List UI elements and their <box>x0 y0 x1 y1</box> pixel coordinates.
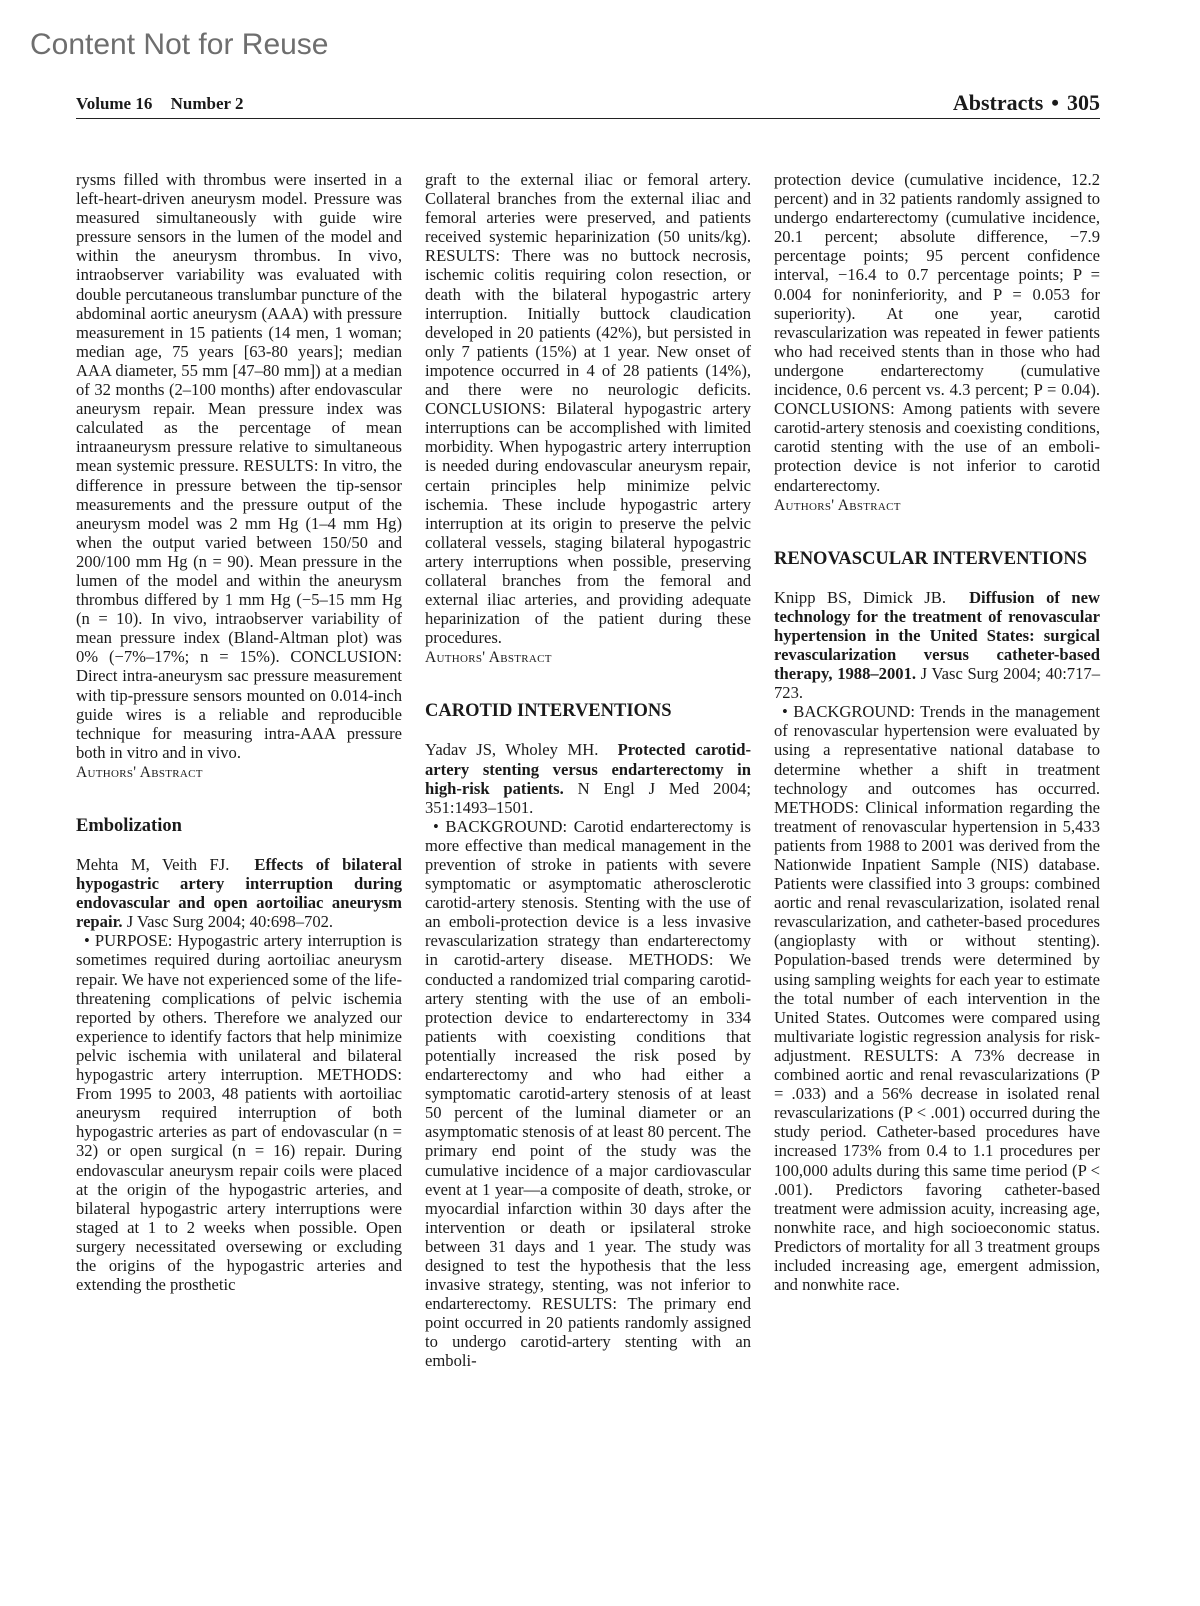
section-heading: CAROTID INTERVENTIONS <box>425 701 672 722</box>
column-2 <box>425 170 751 1371</box>
citation-source: J Vasc Surg 2004; 40:698–702. <box>126 912 334 932</box>
citation <box>774 588 1100 703</box>
citation-authors: Mehta M, Veith FJ. <box>76 855 230 874</box>
abstract-text: • BACKGROUND: Carotid endarterectomy is more effective than medical management in the prevention of stroke in patients with severe symptomatic or asymptomatic atherosclerotic carotid-artery stenosis. Stenting with the use of an emboli-protection device is a less invasive revascularization strategy than endarterectomy in carotid-artery disease. METHODS: We conducted a randomized trial comparing carotid-artery stenting with the use of an emboli-protection device to endarterectomy in 334 patients with coexisting conditions that potentially increased the risk posed by endarterectomy and who had either a symptomatic carotid-artery stenosis of at least 50 percent of the luminal diameter or an asymptomatic stenosis of at least 80 percent. The primary end point of the study was the cumulative incidence of a major cardiovascular event at 1 year—a composite of death, stroke, or myocardial infarction within 30 days after the intervention or death or ipsilateral stroke between 31 days and 1 year. The study was designed to test the hypothesis that the less invasive strategy, stenting, was not inferior to endarterectomy. RESULTS: The primary end point occurred in 20 patients randomly assigned to undergo carotid-artery stenting with an emboli- <box>425 816 751 1371</box>
watermark-text: Content Not for Reuse <box>30 28 329 61</box>
section-label: Abstracts <box>952 90 1044 115</box>
citation-source: N Engl J Med 2004; 351:1493–1501. <box>425 778 751 817</box>
citation-source: J Vasc Surg 2004; 40:717–723. <box>774 664 1100 703</box>
number-label: Number 2 <box>170 94 244 113</box>
citation-title: Diffusion of new technology for the treatment of renovascular hypertension in the United States: surgical revascularization versus catheter-based therapy, 1988–2001. <box>774 587 1100 684</box>
column-1 <box>76 170 402 1294</box>
running-header <box>76 90 1100 119</box>
section-heading: RENOVASCULAR INTERVENTIONS <box>774 548 1088 569</box>
page-number: 305 <box>1067 90 1100 115</box>
abstract-text: graft to the external iliac or femoral artery. Collateral branches from the external iliac and femoral arteries were preserved, and patients received systemic heparinization (50 units/kg). RESULTS: There was no buttock necrosis, ischemic colitis requiring colon resection, or death with the bilateral hypogastric artery interruption. Initially buttock claudication developed in 20 patients (42%), but persisted in only 7 patients (15%) at 1 year. New onset of impotence occurred in 4 of 28 patients (14%), and there were no neurologic deficits. CONCLUSIONS: Bilateral hypogastric artery interruptions can be accomplished with limited morbidity. When hypogastric artery interruption is needed during endovascular aneurysm repair, certain principles help minimize pelvic ischemia. These include hypogastric artery interruption at its origin to preserve the pelvic collateral vessels, staging bilateral hypogastric artery interruptions when possible, preserving collateral branches from the femoral and external iliac arteries, and providing adequate heparinization of the patient during these procedures. <box>425 170 751 648</box>
abstract-text: protection device (cumulative incidence, 12.2 percent) and in 32 patients randomly assigned to undergo endarterectomy (cumulative incidence, 20.1 percent; absolute difference, −7.9 percentage points; 95 percent confidence interval, −16.4 to 0.7 percentage points; P = 0.004 for noninferiority, and P = 0.053 for superiority). At one year, carotid revascularization was repeated in fewer patients who had received stents than in those who had undergone endarterectomy (cumulative incidence, 0.6 percent vs. 4.3 percent; P = 0.04). CONCLUSIONS: Among patients with severe carotid-artery stenosis and coexisting conditions, carotid stenting with the use of an emboli-protection device is not inferior to carotid endarterectomy. <box>774 170 1100 495</box>
citation <box>76 855 402 931</box>
header-separator: • <box>1051 90 1059 115</box>
citation-title: Protected carotid-artery stenting versus endarterectomy in high-risk patients. <box>425 740 751 798</box>
section-page <box>953 90 1100 116</box>
citation-title: Effects of bilateral hypogastric artery interruption during endovascular and open aortoiliac aneurysm repair. <box>76 855 402 932</box>
abstract-signature: Authors' Abstract <box>76 763 203 781</box>
citation-authors: Knipp BS, Dimick JB. <box>774 587 946 607</box>
citation-authors: Yadav JS, Wholey MH. <box>425 740 599 760</box>
abstract-text: • PURPOSE: Hypogastric artery interruption is sometimes required during aortoiliac aneurysm repair. We have not experienced some of the life-threatening complications of pelvic ischemia reported by others. Therefore we analyzed our experience to identify factors that help minimize pelvic ischemia with unilateral and bilateral hypogastric artery interruption. METHODS: From 1995 to 2003, 48 patients with aortoiliac aneurysm required interruption of both hypogastric arteries as part of endovascular (n = 32) or open surgical (n = 16) repair. During endovascular aneurysm repair coils were placed at the origin of the hypogastric arteries, and bilateral hypogastric artery interruptions were staged at 1 to 2 weeks when possible. Open surgery necessitated oversewing or excluding the origins of the hypogastric arteries and extending the prosthetic <box>76 931 402 1295</box>
abstract-text: rysms filled with thrombus were inserted in a left-heart-driven aneurysm model. Pressure was measured simultaneously with guide wire pressure sensors in the lumen of the model and within the aneurysm thrombus. In vivo, intraobserver variability was evaluated with double percutaneous translumbar puncture of the abdominal aortic aneurysm (AAA) with pressure measurement in 15 patients (14 men, 1 woman; median age, 75 years [63-80 years]; median AAA diameter, 55 mm [47–80 mm]) at a median of 32 months (2–100 months) after endovascular aneurysm repair. Mean pressure index was calculated as the percentage of mean intraaneurysm pressure relative to simultaneous mean systemic pressure. RESULTS: In vitro, the difference in pressure between the tip-sensor measurements and the pressure output of the aneurysm model was 2 mm Hg (1–4 mm Hg) when the output varied between 150/50 and 200/100 mm Hg (n = 90). Mean pressure in the lumen of the model and within the aneurysm thrombus differed by 1 mm Hg (−5–15 mm Hg (n = 10). In vivo, intraobserver variability of mean pressure index (Bland-Altman plot) was 0% (−7%–17%; n = 15%). CONCLUSION: Direct intra-aneurysm sac pressure measurement with tip-pressure sensors mounted on 0.014-inch guide wires is a reliable and reproducible technique for measuring intra-AAA pressure both in vitro and in vivo. <box>76 170 402 762</box>
journal-issue <box>76 94 258 114</box>
section-heading: Embolization <box>76 816 182 836</box>
abstract-signature: Authors' Abstract <box>425 649 552 667</box>
abstract-signature: Authors' Abstract <box>774 496 901 514</box>
column-3 <box>774 170 1100 1294</box>
citation <box>425 740 751 816</box>
abstract-text: • BACKGROUND: Trends in the management of renovascular hypertension were evaluated by using a representative national database to determine whether a shift in treatment technology and outcomes has occurred. METHODS: Clinical information regarding the treatment of renovascular hypertension in 5,433 patients from 1988 to 2001 was derived from the Nationwide Inpatient Sample (NIS) database. Patients were classified into 3 groups: combined aortic and renal revascularization, isolated renal revascularization, and catheter-based procedures (angioplasty with or without stenting). Population-based trends were determined by using sampling weights for each year to estimate the total number of each intervention in the United States. Outcomes were compared using multivariate logistic regression analysis for risk-adjustment. RESULTS: A 73% decrease in combined aortic and renal revascularizations (P = .033) and a 56% decrease in isolated renal revascularizations (P < .001) occurred during the study period. Catheter-based procedures have increased 173% from 0.4 to 1.1 procedures per 100,000 adults during this same time period (P < .001). Predictors favoring catheter-based treatment were admission acuity, increasing age, nonwhite race, and high socioeconomic status. Predictors of mortality for all 3 treatment groups included increasing age, emergent admission, and nonwhite race. <box>774 702 1100 1295</box>
volume-label: Volume 16 <box>76 94 153 113</box>
